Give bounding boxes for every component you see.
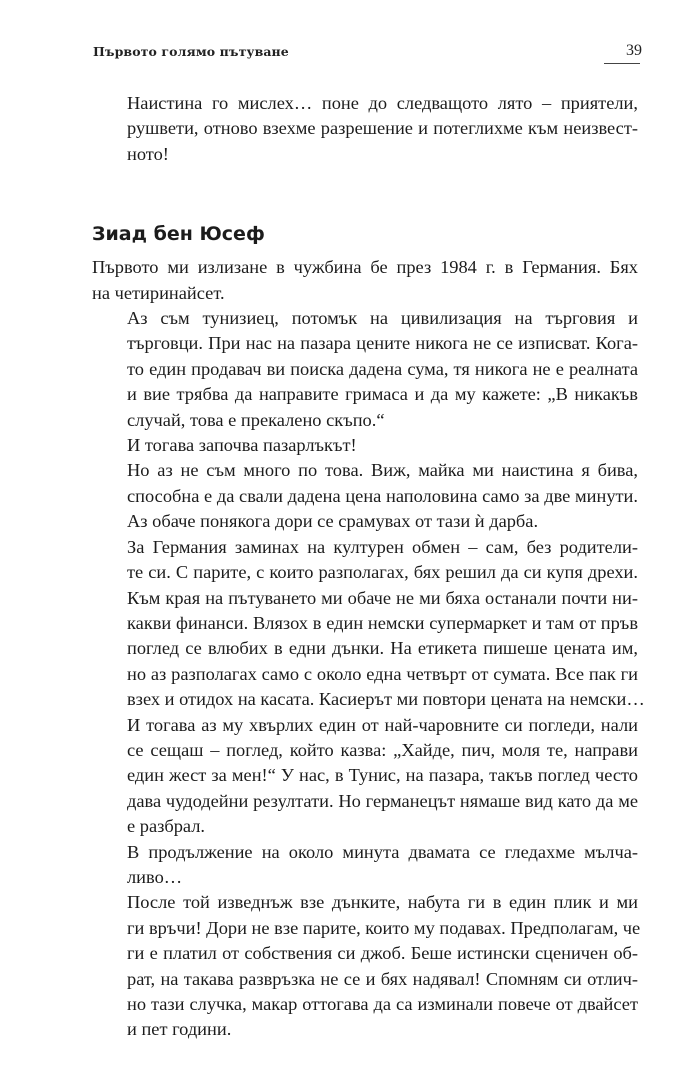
text-line: За Германия заминах на културен обмен – сам, без родители- — [127, 536, 638, 557]
text-line: Аз обаче понякога дори се срамувах от тази ѝ дарба. — [127, 511, 539, 532]
text-line: е разбрал. — [127, 816, 206, 837]
page-number-rule — [604, 63, 640, 64]
page-number: 39 — [626, 42, 642, 59]
text-line: Аз съм тунизиец, потомък на цивилизация на търговия и — [127, 308, 638, 329]
intro-paragraph — [92, 91, 638, 167]
text-line: търговци. При нас на пазара цените никога не се изписват. Кога- — [127, 333, 638, 354]
text-line: ното! — [127, 143, 169, 164]
text-line: И тогава започва пазарлъкът! — [127, 435, 357, 456]
running-head: Първото голямо пътуване — [93, 44, 289, 59]
text-line: и пет години. — [127, 1019, 232, 1040]
text-line: ливо… — [127, 866, 183, 887]
text-line: то един продавач ви поиска дадена сума, тя никога не е реалната — [127, 358, 638, 379]
text-line: какви финанси. Влязох в един немски супермаркет и там от пръв — [127, 612, 638, 633]
text-line: но тази случка, макар оттогава да са изминали повече от двайсет — [127, 994, 638, 1014]
text-line: ги връчи! Дори не взе парите, които му подавах. Предполагам, че — [127, 917, 641, 938]
text-line: И тогава аз му хвърлих един от най-чаровните си погледи, нали — [127, 714, 638, 735]
text-line: случай, това е прекалено скъпо.“ — [127, 409, 385, 430]
text-line: взех и отидох на касата. Касиерът ми повтори цената на немски… — [127, 689, 645, 710]
page-body — [92, 91, 645, 1043]
paragraph — [92, 255, 638, 306]
text-line: рат, на такава развръзка не се и бях надявал! Спомням си отлич- — [127, 968, 638, 989]
text-line: способна е да свали дадена цена наполовина само за две минути. — [127, 485, 638, 506]
text-line: рушвети, отново взехме разрешение и потеглихме към неизвест- — [127, 118, 638, 139]
text-line: Но аз не съм много по това. Виж, майка ми наистина я бива, — [127, 460, 638, 481]
text-line: но аз разполагах само с около една четвърт от сумата. Все пак ги — [127, 663, 638, 684]
text-line: Първото ми излизане в чужбина бе през 1984 г. в Германия. Бях — [92, 257, 638, 278]
text-line: После той изведнъж взе дънките, набута ги в един плик и ми — [127, 892, 638, 913]
text-line: се сещаш – поглед, който казва: „Хайде, пич, моля те, направи — [127, 739, 638, 760]
text-line: те си. С парите, с които разполагах, бях решил да си купя дрехи. — [127, 562, 638, 583]
paragraph — [92, 306, 638, 433]
text-line: на четиринайсет. — [92, 282, 225, 303]
paragraph — [92, 840, 638, 891]
paragraph — [92, 458, 638, 534]
paragraph — [92, 890, 641, 1042]
text-line: Наистина го мислех… поне до следващото лято – приятели, — [127, 93, 638, 113]
paragraph — [92, 433, 638, 458]
text-line: В продължение на около минута двамата се гледахме мълча- — [127, 841, 638, 862]
text-line: един жест за мен!“ У нас, в Тунис, на пазара, такъв поглед често — [127, 765, 638, 786]
text-line: дава чудодейни резултати. Но германецът нямаше вид като да ме — [127, 790, 638, 811]
text-line: поглед се влюбих в едни дънки. На етикета пишеше цената им, — [127, 638, 638, 659]
text-line: ги е платил от собствения си джоб. Беше истински сценичен об- — [127, 943, 638, 964]
text-line: и вие трябва да направите гримаса и да му кажете: „В никакъв — [127, 384, 638, 405]
section-heading: Зиад бен Юсеф — [92, 223, 265, 246]
text-line: Към края на пътуването ми обаче не ми бяха останали почти ни- — [127, 587, 638, 608]
paragraph — [92, 535, 645, 840]
